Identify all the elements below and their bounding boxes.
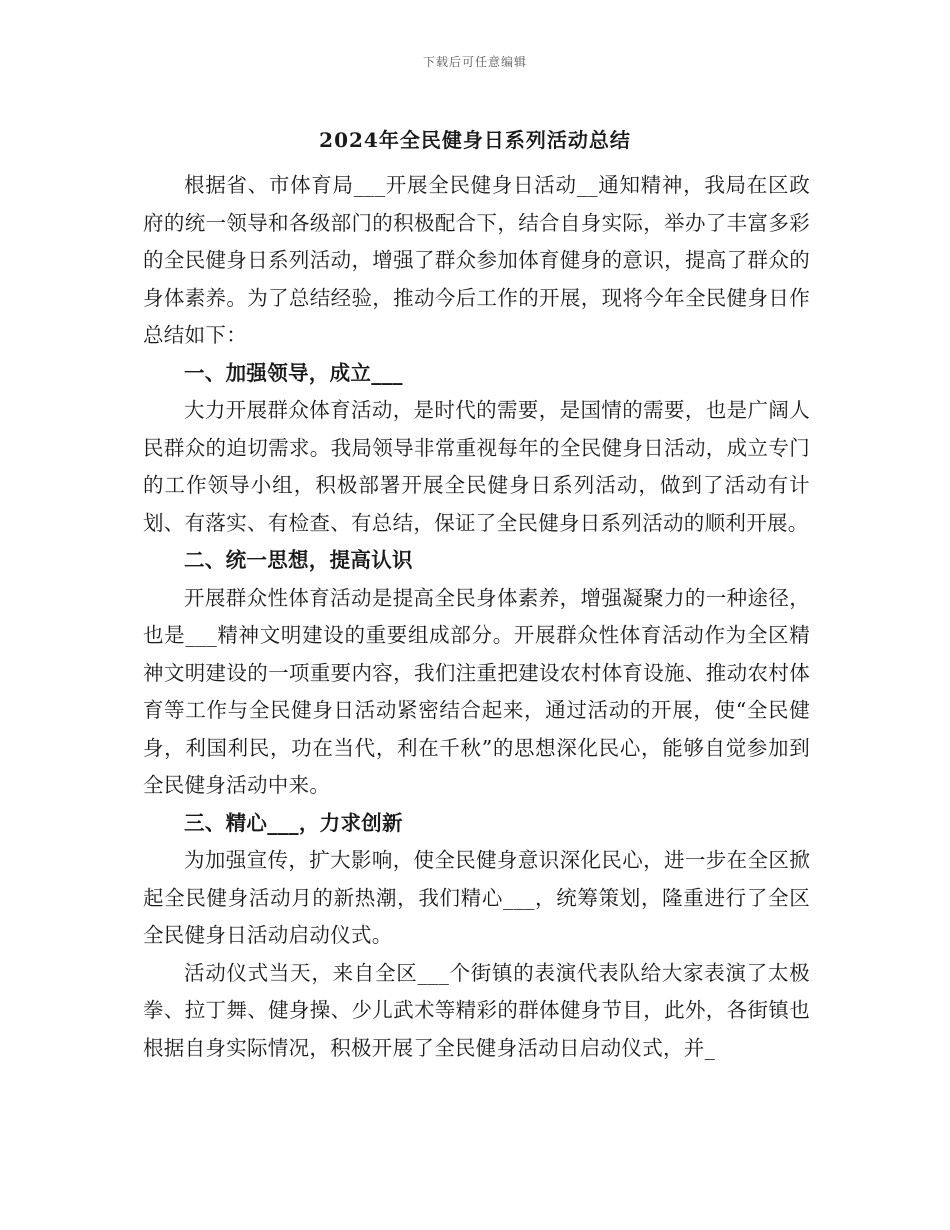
paragraph-intro: 根据省、市体育局___开展全民健身日活动__通知精神，我局在区政府的统一领导和各级部门的积极配合下，结合自身实际，举办了丰富多彩的全民健身日系列活动，增强了群众参加体育健身的意识，提高了群众的身体素养。为了总结经验，推动今后工作的开展，现将今年全民健身日作总结如下： <box>143 173 810 347</box>
paragraph-section-1: 大力开展群众体育活动，是时代的需要，是国情的需要，也是广阔人民群众的迫切需求。我局领导非常重视每年的全民健身日活动，成立专门的工作领导小组，积极部署开展全民健身日系列活动，做到了活动有计划、有落实、有检查、有总结，保证了全民健身日系列活动的顺利开展。 <box>143 398 810 535</box>
paragraph-section-3b: 活动仪式当天，来自全区___个街镇的表演代表队给大家表演了太极拳、拉丁舞、健身操、少儿武术等精彩的群体健身节目，此外，各街镇也根据自身实际情况，积极开展了全民健身活动日启动仪式，并_ <box>143 960 810 1060</box>
paragraph-section-2: 开展群众性体育活动是提高全民身体素养，增强凝聚力的一种途径，也是___精神文明建设的重要组成部分。开展群众性体育活动作为全区精神文明建设的一项重要内容，我们注重把建设农村体育设施、推动农村体育等工作与全民健身日活动紧密结合起来，通过活动的开展，使“全民健身，利国利民，功在当代，利在千秋”的思想深化民心，能够自觉参加到全民健身活动中来。 <box>143 585 810 797</box>
paragraph-section-3a: 为加强宣传，扩大影响，使全民健身意识深化民心，进一步在全区掀起全民健身活动月的新热潮，我们精心___，统筹策划，隆重进行了全区全民健身日活动启动仪式。 <box>143 848 810 947</box>
document-title: 2024年全民健身日系列活动总结 <box>319 128 631 152</box>
section-heading-2: 二、统一思想，提高认识 <box>184 548 413 572</box>
section-heading-1: 一、加强领导，成立___ <box>184 360 403 385</box>
header-note: 下载后可任意编辑 <box>422 55 527 69</box>
section-heading-3: 三、精心___，力求创新 <box>184 810 403 835</box>
document-body <box>143 167 810 1067</box>
